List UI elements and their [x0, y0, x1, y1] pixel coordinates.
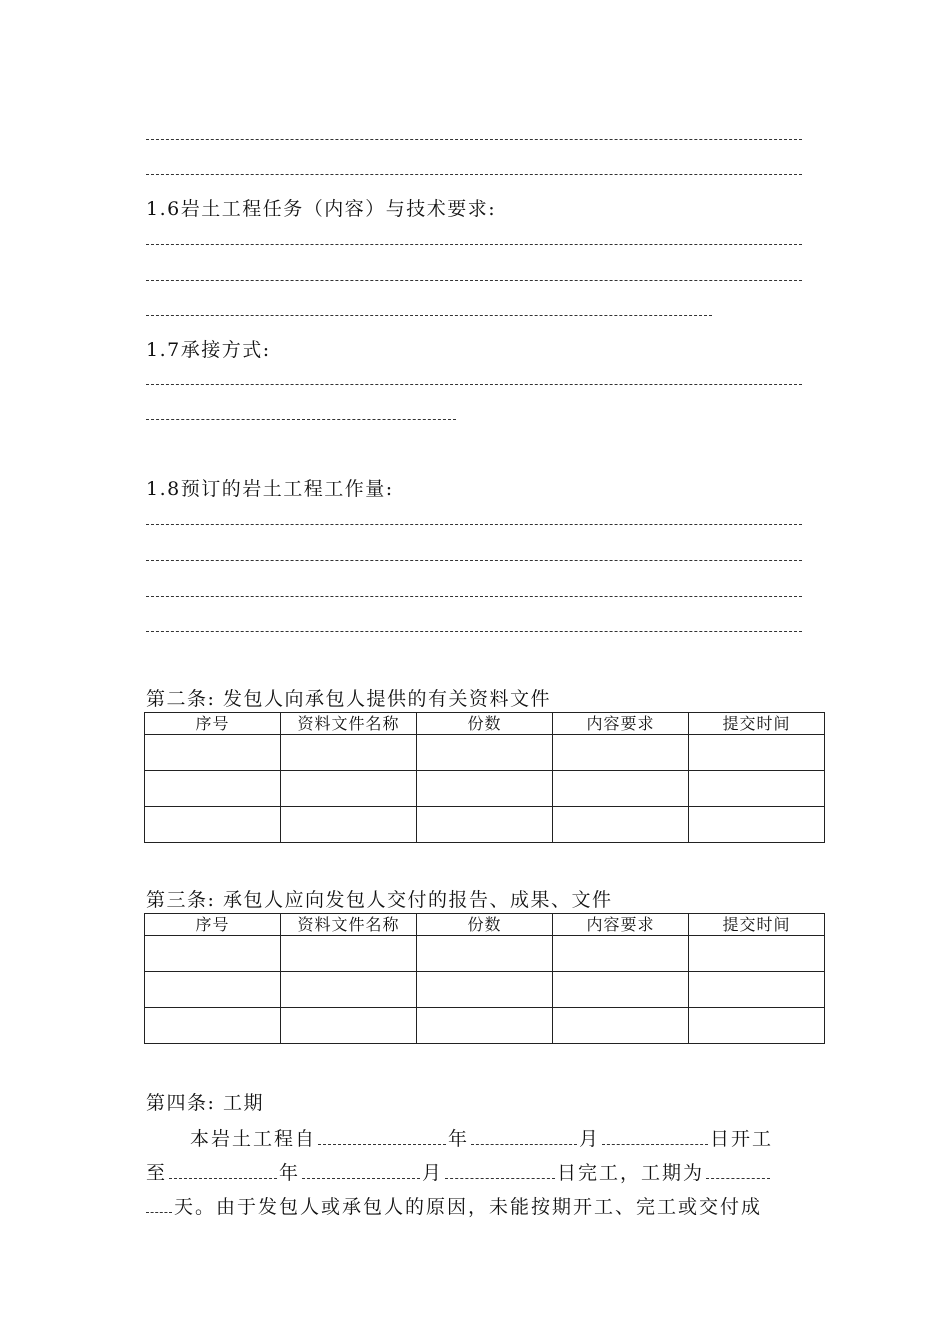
- column-header: 内容要求: [553, 914, 689, 936]
- text-segment: 月: [579, 1128, 601, 1150]
- column-header: 资料文件名称: [281, 713, 417, 735]
- table-cell[interactable]: [145, 735, 281, 771]
- blank-line: [146, 384, 802, 385]
- article-3-table: [144, 913, 825, 1044]
- table-cell[interactable]: [553, 771, 689, 807]
- table-row: [145, 771, 825, 807]
- table-cell[interactable]: [145, 771, 281, 807]
- table-header-row: [145, 914, 825, 936]
- schedule-line-1: [190, 1124, 773, 1151]
- text-segment: 至: [146, 1162, 168, 1184]
- table-header-row: [145, 713, 825, 735]
- blank-line: [146, 524, 802, 525]
- column-header: 提交时间: [689, 713, 825, 735]
- blank-line: [146, 244, 802, 245]
- article-4-title: 第四条: 工期: [146, 1092, 264, 1114]
- text-segment: 天。由于发包人或承包人的原因，未能按期开工、完工或交付成: [174, 1196, 763, 1218]
- article-2-title: 第二条: 发包人向承包人提供的有关资料文件: [146, 688, 551, 710]
- table-row: [145, 1008, 825, 1044]
- table-cell[interactable]: [281, 735, 417, 771]
- blank-line: [146, 560, 802, 561]
- text-segment: 本岩土工程自: [190, 1128, 317, 1150]
- text-segment: 年: [279, 1162, 301, 1184]
- table-cell[interactable]: [689, 936, 825, 972]
- duration-blank[interactable]: [706, 1164, 770, 1179]
- section-1-8-heading: 1.8预订的岩土工程工作量:: [146, 478, 394, 500]
- section-1-6-heading: 1.6岩土工程任务（内容）与技术要求:: [146, 198, 497, 220]
- table-row: [145, 936, 825, 972]
- table-cell[interactable]: [689, 972, 825, 1008]
- schedule-line-3: [146, 1192, 762, 1219]
- duration-blank-continued[interactable]: [146, 1198, 172, 1213]
- column-header: 提交时间: [689, 914, 825, 936]
- blank-line: [146, 280, 802, 281]
- text-segment: 日开工: [710, 1128, 774, 1150]
- table-cell[interactable]: [417, 1008, 553, 1044]
- table-cell[interactable]: [281, 771, 417, 807]
- column-header: 内容要求: [553, 713, 689, 735]
- table-cell[interactable]: [417, 771, 553, 807]
- table-cell[interactable]: [281, 1008, 417, 1044]
- table-cell[interactable]: [281, 972, 417, 1008]
- table-cell[interactable]: [145, 972, 281, 1008]
- end-year-blank[interactable]: [169, 1164, 277, 1179]
- start-year-blank[interactable]: [318, 1130, 446, 1145]
- article-3-title: 第三条: 承包人应向发包人交付的报告、成果、文件: [146, 889, 613, 911]
- text-segment: 月: [422, 1162, 444, 1184]
- table-row: [145, 807, 825, 843]
- blank-line: [146, 596, 802, 597]
- end-day-blank[interactable]: [445, 1164, 555, 1179]
- start-day-blank[interactable]: [602, 1130, 708, 1145]
- section-1-7-heading: 1.7承接方式:: [146, 339, 271, 361]
- table-cell[interactable]: [417, 972, 553, 1008]
- table-cell[interactable]: [689, 1008, 825, 1044]
- table-cell[interactable]: [553, 972, 689, 1008]
- text-segment: 日完工，工期为: [557, 1162, 705, 1184]
- blank-line: [146, 139, 802, 140]
- table-cell[interactable]: [553, 735, 689, 771]
- table-row: [145, 735, 825, 771]
- table-cell[interactable]: [281, 936, 417, 972]
- column-header: 序号: [145, 713, 281, 735]
- table-row: [145, 972, 825, 1008]
- column-header: 序号: [145, 914, 281, 936]
- table-cell[interactable]: [689, 807, 825, 843]
- table-cell[interactable]: [553, 807, 689, 843]
- column-header: 资料文件名称: [281, 914, 417, 936]
- text-segment: 年: [448, 1128, 470, 1150]
- table-cell[interactable]: [689, 735, 825, 771]
- table-cell[interactable]: [145, 807, 281, 843]
- blank-line: [146, 631, 802, 632]
- blank-line: [146, 315, 712, 316]
- table-cell[interactable]: [145, 1008, 281, 1044]
- table-cell[interactable]: [281, 807, 417, 843]
- table-cell[interactable]: [417, 807, 553, 843]
- table-cell[interactable]: [417, 936, 553, 972]
- end-month-blank[interactable]: [302, 1164, 420, 1179]
- table-cell[interactable]: [417, 735, 553, 771]
- column-header: 份数: [417, 914, 553, 936]
- column-header: 份数: [417, 713, 553, 735]
- table-cell[interactable]: [553, 936, 689, 972]
- blank-line: [146, 419, 456, 420]
- start-month-blank[interactable]: [471, 1130, 577, 1145]
- article-2-table: [144, 712, 825, 843]
- blank-line: [146, 174, 802, 175]
- table-cell[interactable]: [689, 771, 825, 807]
- table-cell[interactable]: [553, 1008, 689, 1044]
- table-cell[interactable]: [145, 936, 281, 972]
- schedule-line-2: [146, 1158, 772, 1185]
